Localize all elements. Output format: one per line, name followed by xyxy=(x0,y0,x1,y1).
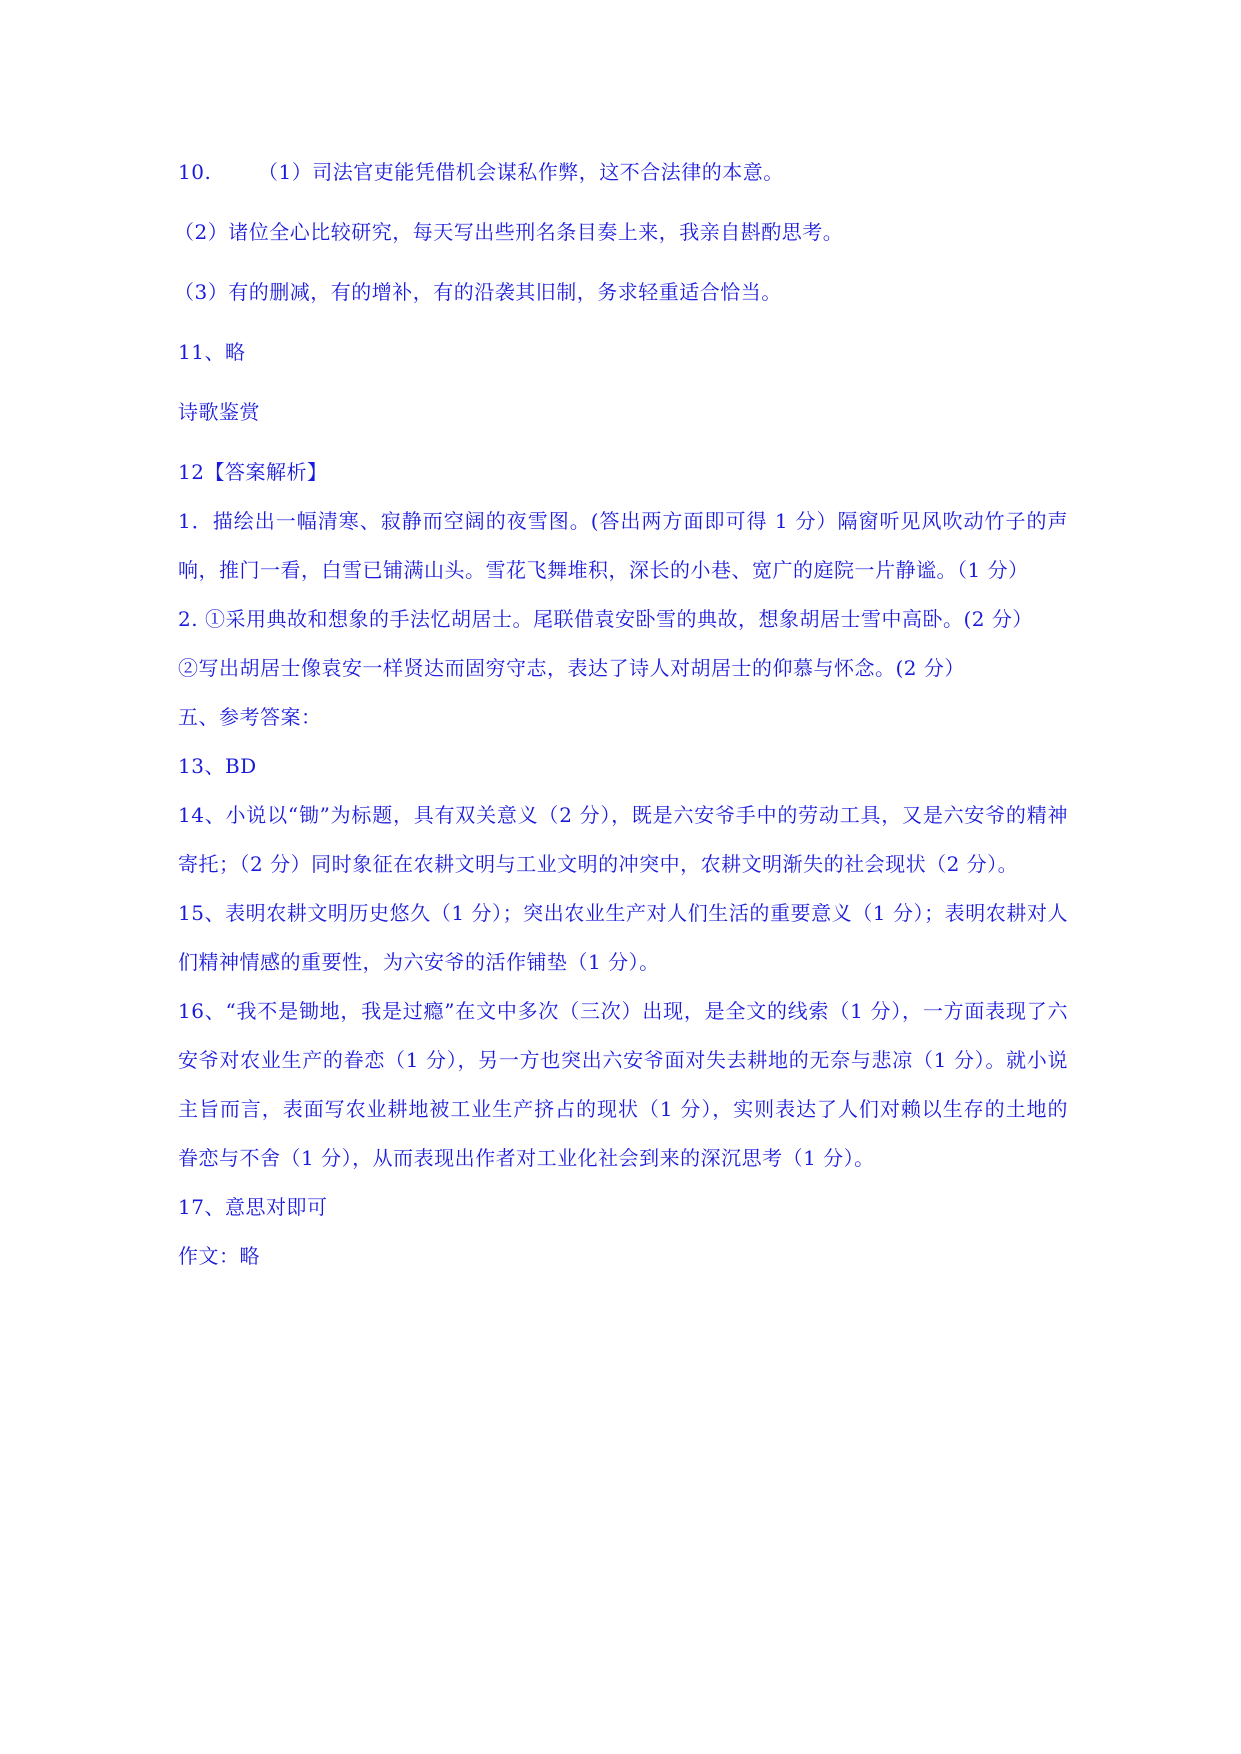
q16-answer: 16、“我不是锄地，我是过瘾”在文中多次（三次）出现，是全文的线索（1 分），一方面表现了六安爷对农业生产的眷恋（1 分），另一方也突出六安爷面对失去耕地的无奈与悲凉（1 分）。就小说主旨而言，表面写农业耕地被工业生产挤占的现状（1 分），实则表达了人们对赖以生存的土地的眷恋与不舍（1 分），从而表现出作者对工业化社会到来的深沉思考（1 分）。 xyxy=(178,999,1068,1170)
q12-point-1: 1．描绘出一幅清寒、寂静而空阔的夜雪图。(答出两方面即可得 1 分）隔窗听见风吹动竹子的声响，推门一看，白雪已铺满山头。雪花飞舞堆积，深长的小巷、宽广的庭院一片静谧。（1 分） xyxy=(178,509,1068,582)
q12-point-2b: ②写出胡居士像袁安一样贤达而固穷守志，表达了诗人对胡居士的仰慕与怀念。(2 分） xyxy=(178,656,965,680)
section-5-heading: 五、参考答案： xyxy=(178,705,322,729)
essay-answer: 作文：略 xyxy=(178,1244,260,1268)
q17-answer: 17、意思对即可 xyxy=(178,1195,328,1219)
q10-answer-3: （3）有的删减，有的增补，有的沿袭其旧制，务求轻重适合恰当。 xyxy=(174,280,782,304)
q14-answer: 14、小说以“锄”为标题，具有双关意义（2 分），既是六安爷手中的劳动工具，又是六安爷的精神寄托；（2 分）同时象征在农耕文明与工业文明的冲突中，农耕文明渐失的社会现状（2 分）。 xyxy=(178,803,1068,876)
q13-answer: 13、BD xyxy=(178,754,257,778)
q10-answer-2: （2）诸位全心比较研究，每天写出些刑名条目奏上来，我亲自斟酌思考。 xyxy=(174,220,844,244)
q12-heading: 12【答案解析】 xyxy=(178,460,328,484)
q10-line1 xyxy=(178,148,1068,197)
q10-number: 10. xyxy=(178,160,212,184)
q11-answer: 11、略 xyxy=(178,340,246,364)
answer-content xyxy=(174,148,1068,1281)
q12-point-2a: 2. ①采用典故和想象的手法忆胡居士。尾联借袁安卧雪的典故，想象胡居士雪中高卧。(2 分） xyxy=(178,607,1033,631)
q10-answer-1: （1）司法官吏能凭借机会谋私作弊，这不合法律的本意。 xyxy=(258,160,784,184)
poetry-heading: 诗歌鉴赏 xyxy=(178,400,260,424)
q15-answer: 15、表明农耕文明历史悠久（1 分）；突出农业生产对人们生活的重要意义（1 分）；表明农耕对人们精神情感的重要性，为六安爷的活作铺垫（1 分）。 xyxy=(178,901,1068,974)
